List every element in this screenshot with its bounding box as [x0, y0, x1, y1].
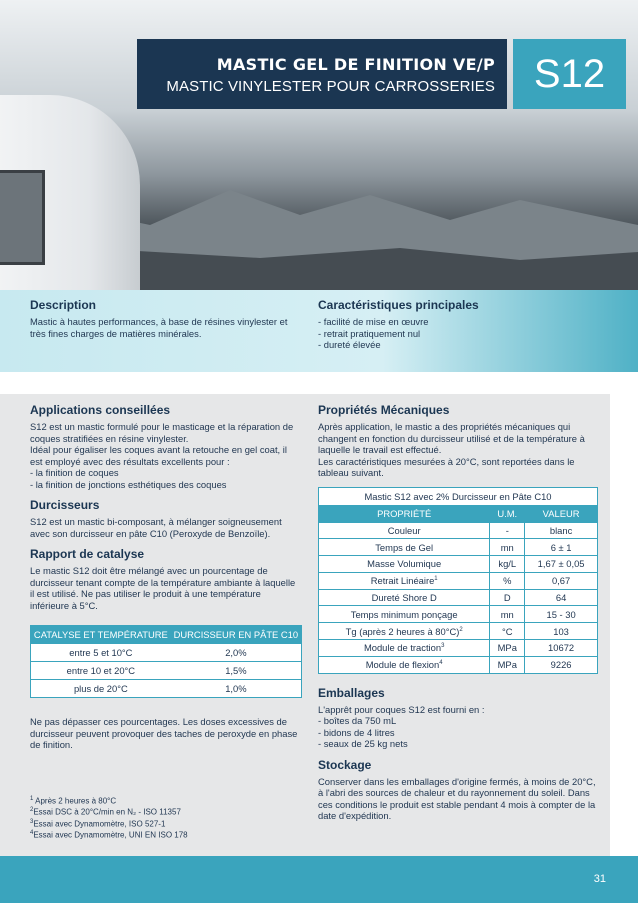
properties-table [318, 487, 598, 674]
table-row [319, 656, 598, 673]
table-row [319, 606, 598, 623]
footnote: $^3$Essai avec Dynamomètre, ISO 527-1 [30, 818, 166, 829]
cell-property: Module de flexion$^4$ [319, 656, 490, 673]
cell-unit: kg/L [490, 556, 525, 573]
right-column [318, 403, 598, 830]
cell-unit: °C [490, 623, 525, 640]
hardeners-text: S12 est un mastic bi-composant, à mélanger soigneusement avec son durcisseur en pâte C10 (Peroxyde de Benzoïle). [30, 516, 282, 539]
footnote: $^4$Essai avec Dynamomètre, UNI EN ISO 178 [30, 829, 188, 840]
list-item: - bidons de 4 litres [318, 726, 395, 738]
properties-body [319, 522, 598, 673]
mechanical-text-2: Les caractéristiques mesurées à 20°C, sont reportées dans le tableau suivant. [318, 455, 575, 478]
catalysis-text: Le mastic S12 doit être mélangé avec un pourcentage de durcisseur tenant compte de la température ambiante à laquelle il est utilisé. Ne pas utiliser le produit à une température inférieure à 5°C. [30, 565, 296, 611]
cell-pct: 1,5% [171, 662, 302, 680]
packaging-section [318, 686, 598, 750]
table-row [319, 539, 598, 556]
col-unit: U.M. [490, 505, 525, 523]
description-section [30, 298, 300, 339]
list-item: - facilité de mise en œuvre [318, 316, 429, 327]
catalysis-heading: Rapport de catalyse [30, 547, 145, 561]
applications-text-2: Idéal pour égaliser les coques avant la retouche en gel coat, il est employé avec des résultats excellents pour : [30, 444, 287, 467]
cell-value: blanc [525, 522, 598, 539]
cell-temp: entre 10 et 20°C [31, 662, 171, 680]
storage-text: Conserver dans les emballages d'origine fermés, à moins de 20°C, à l'abri des sources de chaleur et du rayonnement du soleil. Dans ces conditions le produit est stable pendant 4 mois à compter de la date d'expédition. [318, 775, 596, 822]
cell-unit: mn [490, 606, 525, 623]
properties-caption: Mastic S12 avec 2% Durcisseur en Pâte C10 [319, 487, 598, 505]
cell-value: 1,67 ± 0,05 [525, 556, 598, 573]
table-row [319, 589, 598, 606]
cell-property: Masse Volumique [319, 556, 490, 573]
cell-value: 15 - 30 [525, 606, 598, 623]
catalysis-col-temp: CATALYSE ET TEMPÉRATURE [31, 626, 171, 644]
table-row [319, 572, 598, 589]
description-text: Mastic à hautes performances, à base de résines vinylester et très fines charges de matières minérales. [30, 316, 288, 339]
storage-section [318, 758, 598, 822]
table-row [319, 556, 598, 573]
cell-value: 6 ± 1 [525, 539, 598, 556]
cell-property: Temps minimum ponçage [319, 606, 490, 623]
cell-property: Tg (après 2 heures à 80°C)$^2$ [319, 623, 490, 640]
cell-temp: entre 5 et 10°C [31, 644, 171, 662]
list-item: - la finition de jonctions esthétiques des coques [30, 478, 227, 490]
cell-property: Couleur [319, 522, 490, 539]
applications-text-1: S12 est un mastic formulé pour le masticage et la réparation de coques stratifiées en résine vinylester. [30, 421, 294, 444]
features-section [318, 298, 598, 351]
table-row [319, 522, 598, 539]
list-item: - seaux de 25 kg nets [318, 738, 408, 750]
list-item: - retrait pratiquement nul [318, 327, 421, 339]
list-item: - la finition de coques [30, 467, 119, 478]
cell-unit: % [490, 572, 525, 589]
table-row [31, 662, 302, 680]
footnote: $^1$ Après 2 heures à 80°C [30, 796, 117, 806]
applications-section [30, 403, 302, 490]
table-row [31, 680, 302, 698]
footnotes [30, 795, 280, 840]
footnote: $^2$Essai DSC à 20°C/min en N₂ - ISO 11357 [30, 807, 181, 817]
cell-value: 10672 [525, 639, 598, 656]
applications-list [30, 467, 302, 490]
features-heading: Caractéristiques principales [318, 298, 479, 312]
table-row [31, 644, 302, 662]
table-row [319, 639, 598, 656]
list-item: - boîtes da 750 mL [318, 715, 397, 727]
hardeners-heading: Durcisseurs [30, 498, 100, 512]
cell-unit: mn [490, 539, 525, 556]
page-number: 31 [593, 873, 606, 885]
mechanical-text-1: Après application, le mastic a des propriétés mécaniques qui changent en fonction du durcisseur utilisé et de la température à laquelle le travail est effectué. [318, 421, 585, 455]
packaging-text: L'apprêt pour coques S12 est fourni en : [318, 703, 485, 715]
product-subtitle: MASTIC VINYLESTER POUR CARROSSERIES [166, 78, 495, 95]
catalysis-warning: Ne pas dépasser ces pourcentages. Les doses excessives de durcisseur peuvent provoquer des taches de peroxyde en phase de finition. [30, 716, 298, 750]
left-column [30, 403, 302, 759]
packaging-heading: Emballages [318, 685, 385, 700]
mechanical-section [318, 403, 598, 674]
hardeners-section [30, 498, 302, 539]
cell-unit: MPa [490, 656, 525, 673]
cell-value: 9226 [525, 656, 598, 673]
cell-property: Retrait Linéaire$^1$ [319, 572, 490, 589]
col-value: VALEUR [525, 505, 598, 523]
applications-heading: Applications conseillées [30, 403, 171, 417]
page-footer [0, 856, 638, 903]
catalysis-table [30, 625, 302, 698]
col-property: PROPRIÉTÉ [319, 505, 490, 523]
table-row [319, 623, 598, 640]
cell-pct: 1,0% [171, 680, 302, 698]
cell-unit: MPa [490, 639, 525, 656]
cell-property: Module de traction$^3$ [319, 639, 490, 656]
band-gap [0, 372, 638, 394]
cell-property: Temps de Gel [319, 539, 490, 556]
cell-temp: plus de 20°C [31, 680, 171, 698]
cell-value: 103 [525, 623, 598, 640]
packaging-list [318, 715, 598, 750]
mechanical-heading: Propriétés Mécaniques [318, 403, 450, 417]
storage-heading: Stockage [318, 757, 372, 772]
features-list [318, 316, 598, 351]
description-heading: Description [30, 298, 97, 312]
caravan-window [0, 170, 45, 265]
product-title-box [137, 39, 507, 109]
cell-pct: 2,0% [171, 644, 302, 662]
list-item: - dureté élevée [318, 339, 381, 350]
cell-unit: - [490, 522, 525, 539]
cell-value: 64 [525, 589, 598, 606]
cell-unit: D [490, 589, 525, 606]
catalysis-col-hardener: DURCISSEUR EN PÂTE C10 [171, 626, 302, 644]
product-code: S12 [513, 39, 626, 109]
cell-property: Dureté Shore D [319, 589, 490, 606]
product-title: MASTIC GEL DE FINITION VE/P [216, 55, 495, 74]
catalysis-section [30, 547, 302, 751]
cell-value: 0,67 [525, 572, 598, 589]
